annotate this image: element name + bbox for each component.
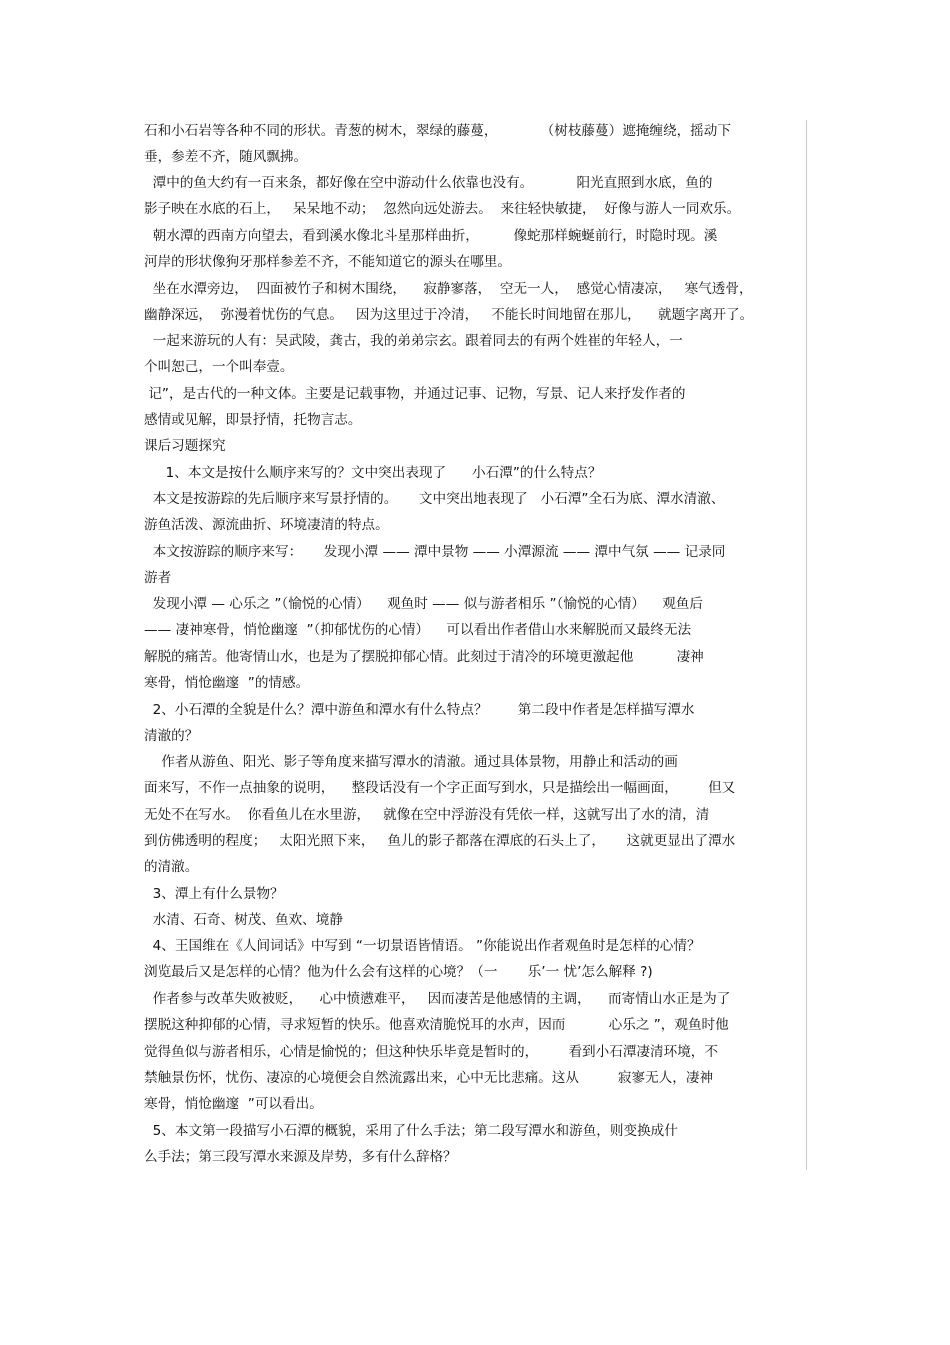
text-line: 影子映在水底的石上， 呆呆地不动； 忽然向远处游去。 来往轻快敏捷， 好像与游人一同欢乐。: [144, 201, 741, 217]
text-line: 幽静深远， 弥漫着忧伤的气息。 因为这里过于冷清， 不能长时间地留在那儿， 就题字离开了。: [144, 307, 754, 323]
text-line: 禁触景伤怀，忧伤、凄凉的心境便会自然流露出来，心中无比悲痛。这从 寂寥无人，凄神: [144, 1070, 714, 1086]
text-line: 本文按游踪的顺序来写： 发现小潭 —— 潭中景物 —— 小潭源流 —— 潭中气氛 —— 记录同: [144, 544, 726, 560]
text-line: 石和小石岩等各种不同的形状。青葱的树木，翠绿的藤蔓， （树枝藤蔓）遮掩缠绕，摇动下: [144, 123, 731, 139]
text-line: 一起来游玩的人有：吴武陵，龚古，我的弟弟宗玄。跟着同去的有两个姓崔的年轻人，一: [144, 333, 683, 349]
text-line: 寒骨，悄怆幽邃 ”的情感。: [144, 675, 310, 691]
text-line: 河岸的形状像狗牙那样参差不齐，不能知道它的源头在哪里。: [144, 254, 512, 270]
text-line: 作者参与改革失败被贬， 心中愤懑难平， 因而凄苦是他感情的主调， 而寄情山水正是为了: [144, 991, 731, 1007]
text-line: 清澈的？: [144, 728, 199, 744]
text-line: 面来写，不作一点抽象的说明， 整段话没有一个字正面写到水，只是描绘出一幅画面， 但又: [144, 780, 736, 796]
text-line: 到仿佛透明的程度； 太阳光照下来， 鱼儿的影子都落在潭底的石头上了， 这就更显出了潭水: [144, 833, 736, 849]
text-line: 水清、石奇、树茂、鱼欢、境静: [144, 912, 343, 928]
question-4: 4、王国维在《人间词话》中写到 “一切景语皆情语。 ”你能说出作者观鱼时是怎样的心情？: [144, 938, 701, 954]
text-line: 游鱼活泼、源流曲折、环境凄清的特点。: [144, 517, 389, 533]
text-line: 解脱的痛苦。他寄情山水，也是为了摆脱抑郁心情。此刻过于清冷的环境更激起他 凄神: [144, 649, 704, 665]
section-heading: 课后习题探究: [144, 438, 226, 454]
text-line: 寒骨，悄怆幽邃 ”可以看出。: [144, 1096, 323, 1112]
text-line: —— 凄神寒骨，悄怆幽邃 ”（抑郁忧伤的心情） 可以看出作者借山水来解脱而又最终无法: [144, 622, 692, 638]
text-line: 么手法；第三段写潭水来源及岸势，多有什么辞格？: [144, 1149, 457, 1165]
text-line: 觉得鱼似与游者相乐，心情是愉悦的；但这种快乐毕竟是暂时的， 看到小石潭凄清环境，不: [144, 1044, 718, 1060]
text-line: 坐在水潭旁边， 四面被竹子和树木围绕， 寂静寥落， 空无一人， 感觉心情凄凉， 寒气透骨，: [144, 281, 753, 297]
question-2: 2、小石潭的全貌是什么？潭中游鱼和潭水有什么特点？ 第二段中作者是怎样描写潭水: [144, 702, 695, 718]
page-right-rule: [806, 120, 807, 1170]
text-line: 垂，参差不齐，随风飘拂。: [144, 149, 308, 165]
text-line: 记”，是古代的一种文体。主要是记载事物，并通过记事、记物，写景、记人来抒发作者的: [144, 386, 686, 402]
text-line: 摆脱这种抑郁的心情，寻求短暂的快乐。他喜欢清脆悦耳的水声，因而 心乐之 ”，观鱼时他: [144, 1017, 729, 1033]
text-line: 发现小潭 — 心乐之 ”（愉悦的心情） 观鱼时 —— 似与游者相乐 ”（愉悦的心情） 观鱼后: [144, 596, 703, 612]
text-line: 感情或见解，即景抒情，托物言志。: [144, 412, 362, 428]
question-3: 3、潭上有什么景物？: [144, 886, 284, 902]
text-line: 作者从游鱼、阳光、影子等角度来描写潭水的清澈。通过具体景物，用静止和活动的画: [144, 754, 678, 770]
text-line: 朝水潭的西南方向望去，看到溪水像北斗星那样曲折， 像蛇那样蜿蜒前行，时隐时现。溪: [144, 228, 718, 244]
text-line: 潭中的鱼大约有一百来条，都好像在空中游动什么依靠也没有。 阳光直照到水底，鱼的: [144, 175, 713, 191]
question-1: 1、本文是按什么顺序来写的？文中突出表现了 小石潭”的什么特点？: [144, 465, 602, 481]
text-line: 本文是按游踪的先后顺序来写景抒情的。 文中突出地表现了 小石潭”全石为底、潭水清澈、: [144, 491, 725, 507]
text-line: 的清澈。: [144, 859, 199, 875]
question-5: 5、本文第一段描写小石潭的概貌，采用了什么手法；第二段写潭水和游鱼，则变换成什: [144, 1123, 678, 1139]
text-line: 游者: [144, 570, 172, 586]
text-line: 无处不在写水。 你看鱼儿在水里游， 就像在空中浮游没有凭依一样，这就写出了水的清，清: [144, 807, 710, 823]
text-line: 个叫恕己，一个叫奉壹。: [144, 359, 294, 375]
text-line: 浏览最后又是怎样的心情？他为什么会有这样的心境？（一 乐’一 忧’怎么解释 ?): [144, 964, 653, 980]
